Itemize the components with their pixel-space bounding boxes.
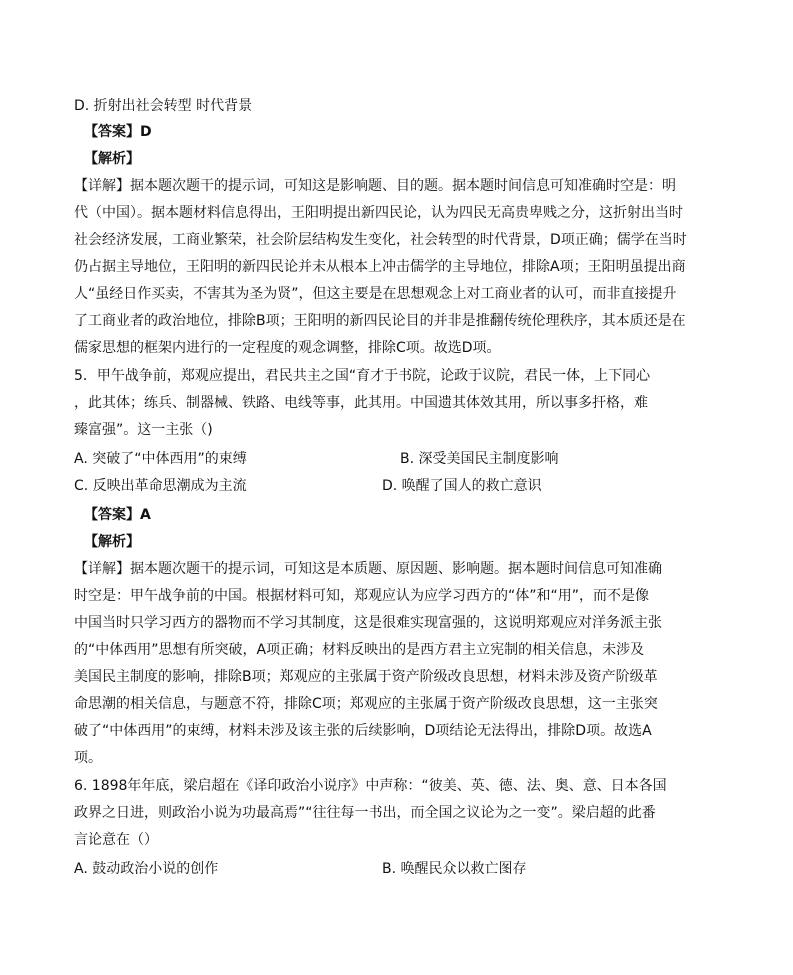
q5-detail-line: 破了“中体西用”的束缚，材料未涉及该主张的后续影响，D项结论无法得出，排除D项。故选A bbox=[74, 723, 652, 739]
q5-option-a: A. 突破了“中体西用”的束缚 bbox=[74, 451, 247, 467]
q5-answer: 【答案】A bbox=[84, 507, 151, 523]
q4-detail-line: 【详解】据本题次题干的提示词，可知这是影响题、目的题。据本题时间信息可知准确时空是：明 bbox=[74, 178, 676, 194]
q6-option-a: A. 鼓动政治小说的创作 bbox=[74, 861, 219, 877]
q4-detail-line: 人“虽经日作买卖，不害其为圣为贤”，但这主要是在思想观念上对工商业者的认可，而非直接提升 bbox=[74, 286, 677, 302]
q4-detail-line: 了工商业者的政治地位，排除B项；王阳明的新四民论目的并非是推翻传统伦理秩序，其本质还是在 bbox=[74, 313, 686, 329]
q4-detail-line: 社会经济发展，工商业繁荣，社会阶层结构发生变化，社会转型的时代背景，D项正确；儒学在当时 bbox=[74, 232, 687, 248]
q5-detail-line: 项。 bbox=[74, 750, 102, 766]
q5-detail-line: 时空是：甲午战争前的中国。根据材料可知，郑观应认为应学习西方的“体”和“用”，而不是像 bbox=[74, 588, 650, 604]
q5-option-b: B. 深受美国民主制度影响 bbox=[400, 451, 559, 467]
q5-detail-line: 美国民主制度的影响，排除B项；郑观应的主张属于资产阶级改良思想，材料未涉及资产阶级革 bbox=[74, 669, 658, 685]
q6-stem-line: 言论意在（） bbox=[74, 832, 158, 848]
q5-option-c: C. 反映出革命思潮成为主流 bbox=[74, 478, 247, 494]
q5-analysis-label: 【解析】 bbox=[84, 534, 140, 550]
q6-stem-line: 政界之日进，则政治小说为功最高焉”“往往每一书出，而全国之议论为之一变”。梁启超的此番 bbox=[74, 805, 656, 821]
q5-detail-line: 命思潮的相关信息，与题意不符，排除C项；郑观应的主张属于资产阶级改良思想，这一主张突 bbox=[74, 696, 658, 712]
q5-option-d: D. 唤醒了国人的救亡意识 bbox=[382, 478, 542, 494]
q4-detail-line: 儒家思想的框架内进行的一定程度的观念调整，排除C项。故选D项。 bbox=[74, 340, 501, 356]
q5-stem-line: 5．甲午战争前，郑观应提出，君民共主之国“育才于书院，论政于议院，君民一体，上下同心 bbox=[74, 368, 651, 384]
q5-detail-line: 中国当时只学习西方的器物而不学习其制度，这是很难实现富强的，这说明郑观应对洋务派主张 bbox=[74, 615, 662, 631]
q4-detail-line: 代（中国）。据本题材料信息得出，王阳明提出新四民论，认为四民无高贵卑贱之分，这折射出当时 bbox=[74, 205, 683, 221]
q5-detail-line: 的“中体西用”思想有所突破，A项正确；材料反映出的是西方君主立宪制的相关信息，未涉及 bbox=[74, 642, 645, 658]
q4-analysis-label: 【解析】 bbox=[84, 151, 140, 167]
q6-option-b: B. 唤醒民众以救亡图存 bbox=[382, 861, 527, 877]
q5-stem-line: ，此其体；练兵、制器械、铁路、电线等事，此其用。中国遗其体效其用，所以事多扞格，难 bbox=[74, 395, 648, 411]
q5-detail-line: 【详解】据本题次题干的提示词，可知这是本质题、原因题、影响题。据本题时间信息可知准确 bbox=[74, 561, 662, 577]
q6-stem-line: 6. 1898年年底，梁启超在《译印政治小说序》中声称：“彼美、英、德、法、奥、意、日本各国 bbox=[74, 778, 667, 794]
q4-option-d: D. 折射出社会转型 时代背景 bbox=[74, 98, 253, 114]
q5-stem-line: 臻富强”。这一主张（) bbox=[74, 422, 213, 438]
q4-answer: 【答案】D bbox=[84, 124, 152, 140]
q4-detail-line: 仍占据主导地位，王阳明的新四民论并未从根本上冲击儒学的主导地位，排除A项；王阳明虽提出商 bbox=[74, 259, 686, 275]
